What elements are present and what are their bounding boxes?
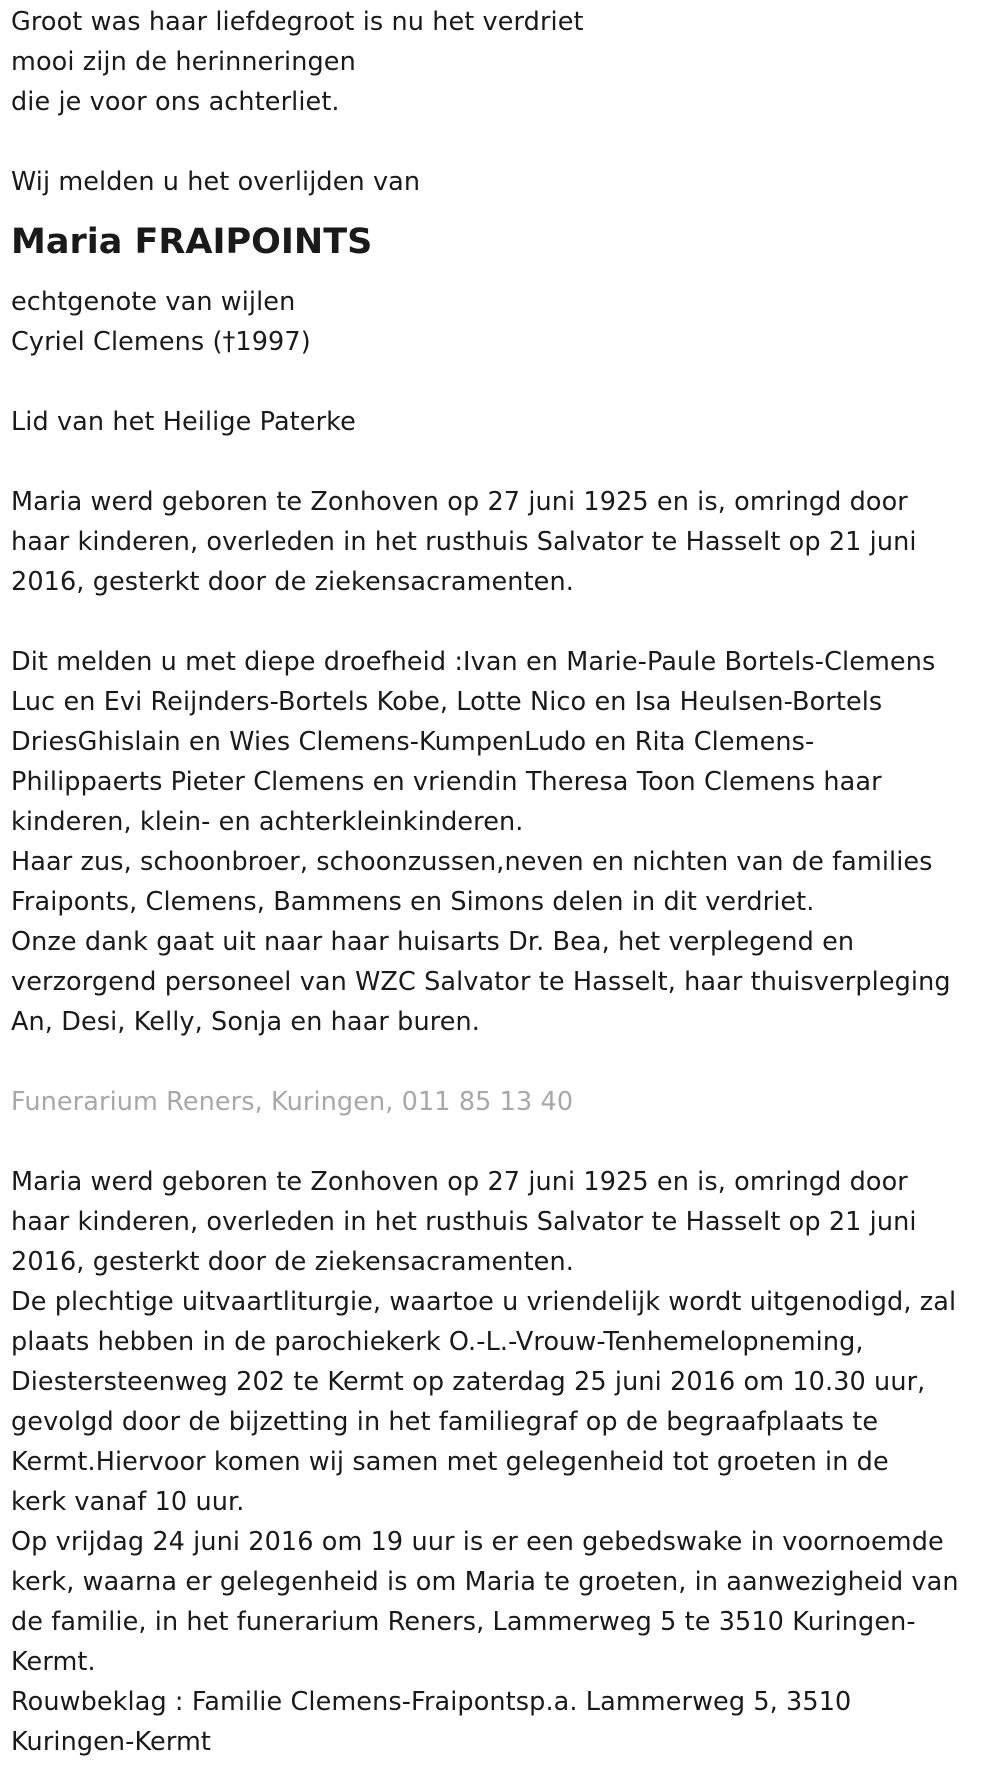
family-paragraph: [11, 642, 980, 1042]
poem-line: Groot was haar liefdegroot is nu het verdriet: [11, 7, 584, 37]
paragraph-line: Fraiponts, Clemens, Bammens en Simons delen in dit verdriet.: [11, 887, 815, 917]
paragraph-line: De plechtige uitvaartliturgie, waartoe u vriendelijk wordt uitgenodigd, zal: [11, 1287, 957, 1317]
paragraph-line: kinderen, klein- en achterkleinkinderen.: [11, 807, 524, 837]
paragraph-line: haar kinderen, overleden in het rusthuis Salvator te Hasselt op 21 juni: [11, 1207, 917, 1237]
membership-text: Lid van het Heilige Paterke: [11, 407, 356, 437]
paragraph-line: Kermt.: [11, 1647, 96, 1677]
announcement-text: Wij melden u het overlijden van: [11, 167, 421, 197]
paragraph-line: 2016, gesterkt door de ziekensacramenten.: [11, 567, 574, 597]
details-paragraph: [11, 1162, 980, 1762]
paragraph-line: 2016, gesterkt door de ziekensacramenten.: [11, 1247, 574, 1277]
paragraph-line: Philippaerts Pieter Clemens en vriendin Theresa Toon Clemens haar: [11, 767, 882, 797]
paragraph-line: verzorgend personeel van WZC Salvator te Hasselt, haar thuisverpleging: [11, 967, 951, 997]
paragraph-line: DriesGhislain en Wies Clemens-KumpenLudo en Rita Clemens-: [11, 727, 815, 757]
paragraph-line: Maria werd geboren te Zonhoven op 27 juni 1925 en is, omringd door: [11, 487, 908, 517]
paragraph-line: Onze dank gaat uit naar haar huisarts Dr. Bea, het verplegend en: [11, 927, 855, 957]
paragraph-line: kerk vanaf 10 uur.: [11, 1487, 245, 1517]
poem: [11, 2, 980, 122]
poem-line: mooi zijn de herinneringen: [11, 47, 356, 77]
birth-paragraph: [11, 482, 980, 602]
deceased-name: Maria FRAIPOINTS: [11, 222, 373, 262]
spouse-info: [11, 282, 980, 362]
paragraph-line: An, Desi, Kelly, Sonja en haar buren.: [11, 1007, 480, 1037]
paragraph-line: Maria werd geboren te Zonhoven op 27 juni 1925 en is, omringd door: [11, 1167, 908, 1197]
paragraph-line: Kermt.Hiervoor komen wij samen met gelegenheid tot groeten in de: [11, 1447, 889, 1477]
paragraph-line: Dit melden u met diepe droefheid :Ivan en Marie-Paule Bortels-Clemens: [11, 647, 936, 677]
paragraph-line: Op vrijdag 24 juni 2016 om 19 uur is er een gebedswake in voornoemde: [11, 1527, 944, 1557]
poem-line: die je voor ons achterliet.: [11, 87, 340, 117]
paragraph-line: haar kinderen, overleden in het rusthuis Salvator te Hasselt op 21 juni: [11, 527, 917, 557]
paragraph-line: Haar zus, schoonbroer, schoonzussen,neven en nichten van de families: [11, 847, 933, 877]
funeral-home-info: Funerarium Reners, Kuringen, 011 85 13 40: [11, 1087, 574, 1117]
paragraph-line: plaats hebben in de parochiekerk O.-L.-Vrouw-Tenhemelopneming,: [11, 1327, 864, 1357]
paragraph-line: de familie, in het funerarium Reners, Lammerweg 5 te 3510 Kuringen-: [11, 1607, 916, 1637]
paragraph-line: gevolgd door de bijzetting in het familiegraf op de begraafplaats te: [11, 1407, 879, 1437]
paragraph-line: Rouwbeklag : Familie Clemens-Fraipontsp.a. Lammerweg 5, 3510: [11, 1687, 852, 1717]
paragraph-line: Luc en Evi Reijnders-Bortels Kobe, Lotte Nico en Isa Heulsen-Bortels: [11, 687, 883, 717]
spouse-line: echtgenote van wijlen: [11, 287, 296, 317]
paragraph-line: Diestersteenweg 202 te Kermt op zaterdag 25 juni 2016 om 10.30 uur,: [11, 1367, 926, 1397]
paragraph-line: kerk, waarna er gelegenheid is om Maria te groeten, in aanwezigheid van: [11, 1567, 959, 1597]
spouse-line: Cyriel Clemens (†1997): [11, 327, 311, 357]
paragraph-line: Kuringen-Kermt: [11, 1727, 211, 1757]
